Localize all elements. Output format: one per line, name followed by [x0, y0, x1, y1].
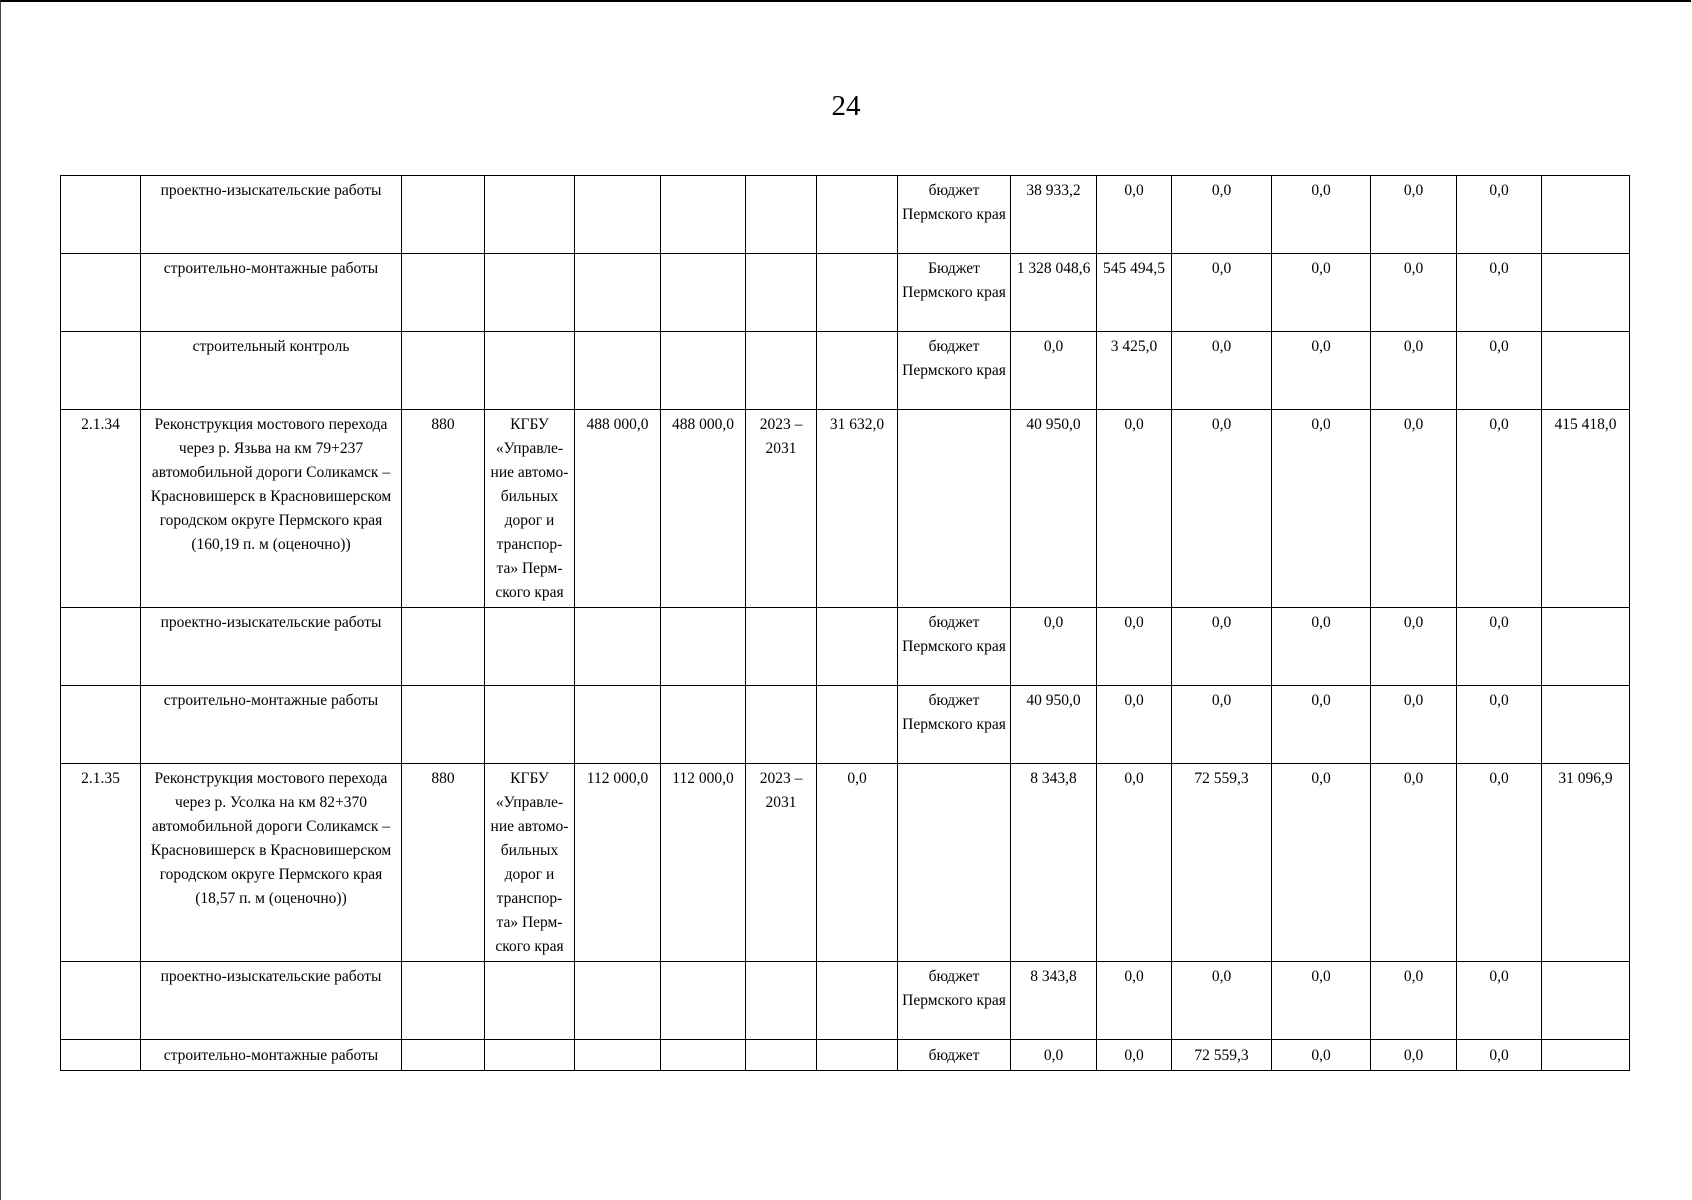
- period-cell: 2023 – 2031: [746, 764, 817, 962]
- value-year-5-cell: 0,0: [1371, 410, 1457, 608]
- estimated-cost-cell: 112 000,0: [661, 764, 746, 962]
- value-year-5-cell: 0,0: [1371, 332, 1457, 410]
- value-year-4-cell: 0,0: [1272, 332, 1371, 410]
- row-number-cell: [61, 962, 141, 1040]
- value-year-2-cell: 3 425,0: [1097, 332, 1172, 410]
- table-row: [61, 962, 1630, 1040]
- funding-source-cell: бюджет Пермского края: [898, 332, 1011, 410]
- funding-source-cell: бюджет Пермского края: [898, 176, 1011, 254]
- code-cell: [402, 332, 485, 410]
- value-year-2-cell: 0,0: [1097, 686, 1172, 764]
- value-year-1-cell: 0,0: [1011, 1040, 1097, 1071]
- value-remaining-cell: 415 418,0: [1542, 410, 1630, 608]
- table-row: [61, 176, 1630, 254]
- value-year-6-cell: 0,0: [1457, 410, 1542, 608]
- funding-source-cell: бюджет Пермского края: [898, 686, 1011, 764]
- item-name-cell: строительно-монтажные работы: [141, 686, 402, 764]
- value-year-4-cell: 0,0: [1272, 1040, 1371, 1071]
- period-cell: [746, 254, 817, 332]
- value-year-1-cell: 8 343,8: [1011, 962, 1097, 1040]
- value-year-3-cell: 0,0: [1172, 686, 1272, 764]
- value-remaining-cell: [1542, 608, 1630, 686]
- row-number-cell: [61, 332, 141, 410]
- item-name-cell: Реконструкция мостового перехода через р. Усолка на км 82+370 автомобильной дороги Соликамск – Красновишерск в Красновишерском городском округе Пермского края (18,57 п. м (оценочно)): [141, 764, 402, 962]
- code-cell: [402, 176, 485, 254]
- estimated-cost-cell: [661, 608, 746, 686]
- value-year-2-cell: 0,0: [1097, 764, 1172, 962]
- value-year-6-cell: 0,0: [1457, 332, 1542, 410]
- value-remaining-cell: [1542, 332, 1630, 410]
- value-year-1-cell: 1 328 048,6: [1011, 254, 1097, 332]
- funding-source-cell: [898, 764, 1011, 962]
- row-number-cell: [61, 254, 141, 332]
- item-name-cell: проектно-изыскательские работы: [141, 176, 402, 254]
- value-year-5-cell: 0,0: [1371, 254, 1457, 332]
- value-year-2-cell: 0,0: [1097, 176, 1172, 254]
- row-number-cell: [61, 1040, 141, 1071]
- item-name-cell: проектно-изыскательские работы: [141, 962, 402, 1040]
- period-cell: [746, 962, 817, 1040]
- budget-table: [60, 175, 1630, 1071]
- value-year-1-cell: 40 950,0: [1011, 410, 1097, 608]
- row-number-cell: 2.1.35: [61, 764, 141, 962]
- period-cell: [746, 608, 817, 686]
- code-cell: [402, 686, 485, 764]
- value-year-3-cell: 72 559,3: [1172, 764, 1272, 962]
- value-year-2-cell: 0,0: [1097, 608, 1172, 686]
- value-year-1-cell: 8 343,8: [1011, 764, 1097, 962]
- table-row: [61, 332, 1630, 410]
- value-year-4-cell: 0,0: [1272, 962, 1371, 1040]
- value-remaining-cell: [1542, 176, 1630, 254]
- executor-cell: [485, 1040, 575, 1071]
- value-year-1-cell: 40 950,0: [1011, 686, 1097, 764]
- executor-cell: КГБУ «Управле-ние автомо-бильных дорог и транспор-та» Перм-ского края: [485, 764, 575, 962]
- prior-spent-cell: [817, 608, 898, 686]
- table-row: [61, 764, 1630, 962]
- value-year-2-cell: 545 494,5: [1097, 254, 1172, 332]
- executor-cell: [485, 332, 575, 410]
- prior-spent-cell: [817, 176, 898, 254]
- total-cost-cell: [575, 608, 661, 686]
- value-year-6-cell: 0,0: [1457, 1040, 1542, 1071]
- value-year-3-cell: 0,0: [1172, 176, 1272, 254]
- value-year-1-cell: 38 933,2: [1011, 176, 1097, 254]
- funding-source-cell: Бюджет Пермского края: [898, 254, 1011, 332]
- table-row: [61, 686, 1630, 764]
- prior-spent-cell: [817, 332, 898, 410]
- item-name-cell: строительный контроль: [141, 332, 402, 410]
- value-year-5-cell: 0,0: [1371, 1040, 1457, 1071]
- prior-spent-cell: [817, 962, 898, 1040]
- funding-source-cell: бюджет Пермского края: [898, 962, 1011, 1040]
- total-cost-cell: 112 000,0: [575, 764, 661, 962]
- prior-spent-cell: [817, 686, 898, 764]
- table-row: [61, 410, 1630, 608]
- row-number-cell: [61, 608, 141, 686]
- code-cell: [402, 254, 485, 332]
- value-year-6-cell: 0,0: [1457, 254, 1542, 332]
- value-year-3-cell: 0,0: [1172, 962, 1272, 1040]
- executor-cell: [485, 608, 575, 686]
- table-row: [61, 254, 1630, 332]
- value-year-2-cell: 0,0: [1097, 1040, 1172, 1071]
- total-cost-cell: [575, 962, 661, 1040]
- executor-cell: [485, 176, 575, 254]
- code-cell: 880: [402, 410, 485, 608]
- value-year-4-cell: 0,0: [1272, 254, 1371, 332]
- value-year-6-cell: 0,0: [1457, 962, 1542, 1040]
- value-year-4-cell: 0,0: [1272, 410, 1371, 608]
- estimated-cost-cell: 488 000,0: [661, 410, 746, 608]
- code-cell: 880: [402, 764, 485, 962]
- value-year-2-cell: 0,0: [1097, 410, 1172, 608]
- item-name-cell: строительно-монтажные работы: [141, 254, 402, 332]
- total-cost-cell: [575, 332, 661, 410]
- value-year-5-cell: 0,0: [1371, 608, 1457, 686]
- value-year-4-cell: 0,0: [1272, 176, 1371, 254]
- value-year-6-cell: 0,0: [1457, 686, 1542, 764]
- item-name-cell: строительно-монтажные работы: [141, 1040, 402, 1071]
- value-year-4-cell: 0,0: [1272, 764, 1371, 962]
- value-remaining-cell: [1542, 686, 1630, 764]
- value-remaining-cell: [1542, 1040, 1630, 1071]
- item-name-cell: проектно-изыскательские работы: [141, 608, 402, 686]
- table-row: [61, 1040, 1630, 1071]
- value-year-5-cell: 0,0: [1371, 176, 1457, 254]
- code-cell: [402, 962, 485, 1040]
- estimated-cost-cell: [661, 686, 746, 764]
- total-cost-cell: [575, 1040, 661, 1071]
- table-row: [61, 608, 1630, 686]
- period-cell: 2023 – 2031: [746, 410, 817, 608]
- estimated-cost-cell: [661, 176, 746, 254]
- funding-source-cell: бюджет Пермского края: [898, 608, 1011, 686]
- prior-spent-cell: 31 632,0: [817, 410, 898, 608]
- period-cell: [746, 332, 817, 410]
- total-cost-cell: [575, 254, 661, 332]
- period-cell: [746, 176, 817, 254]
- value-year-1-cell: 0,0: [1011, 608, 1097, 686]
- value-remaining-cell: 31 096,9: [1542, 764, 1630, 962]
- value-remaining-cell: [1542, 254, 1630, 332]
- value-year-2-cell: 0,0: [1097, 962, 1172, 1040]
- total-cost-cell: 488 000,0: [575, 410, 661, 608]
- value-year-4-cell: 0,0: [1272, 608, 1371, 686]
- estimated-cost-cell: [661, 1040, 746, 1071]
- value-year-6-cell: 0,0: [1457, 176, 1542, 254]
- period-cell: [746, 1040, 817, 1071]
- total-cost-cell: [575, 686, 661, 764]
- executor-cell: [485, 962, 575, 1040]
- funding-source-cell: [898, 410, 1011, 608]
- value-year-1-cell: 0,0: [1011, 332, 1097, 410]
- executor-cell: КГБУ «Управле-ние автомо-бильных дорог и транспор-та» Перм-ского края: [485, 410, 575, 608]
- estimated-cost-cell: [661, 254, 746, 332]
- code-cell: [402, 1040, 485, 1071]
- row-number-cell: [61, 686, 141, 764]
- value-year-6-cell: 0,0: [1457, 608, 1542, 686]
- estimated-cost-cell: [661, 962, 746, 1040]
- estimated-cost-cell: [661, 332, 746, 410]
- funding-source-cell: бюджет: [898, 1040, 1011, 1071]
- value-year-5-cell: 0,0: [1371, 686, 1457, 764]
- row-number-cell: [61, 176, 141, 254]
- value-year-4-cell: 0,0: [1272, 686, 1371, 764]
- prior-spent-cell: [817, 254, 898, 332]
- prior-spent-cell: 0,0: [817, 764, 898, 962]
- page-number: 24: [831, 90, 861, 122]
- value-year-3-cell: 0,0: [1172, 254, 1272, 332]
- total-cost-cell: [575, 176, 661, 254]
- value-year-6-cell: 0,0: [1457, 764, 1542, 962]
- prior-spent-cell: [817, 1040, 898, 1071]
- code-cell: [402, 608, 485, 686]
- executor-cell: [485, 686, 575, 764]
- row-number-cell: 2.1.34: [61, 410, 141, 608]
- value-year-3-cell: 0,0: [1172, 332, 1272, 410]
- value-year-3-cell: 72 559,3: [1172, 1040, 1272, 1071]
- item-name-cell: Реконструкция мостового перехода через р. Язьва на км 79+237 автомобильной дороги Соликамск – Красновишерск в Красновишерском городском округе Пермского края (160,19 п. м (оценочно)): [141, 410, 402, 608]
- value-remaining-cell: [1542, 962, 1630, 1040]
- value-year-3-cell: 0,0: [1172, 410, 1272, 608]
- period-cell: [746, 686, 817, 764]
- value-year-5-cell: 0,0: [1371, 962, 1457, 1040]
- value-year-3-cell: 0,0: [1172, 608, 1272, 686]
- executor-cell: [485, 254, 575, 332]
- value-year-5-cell: 0,0: [1371, 764, 1457, 962]
